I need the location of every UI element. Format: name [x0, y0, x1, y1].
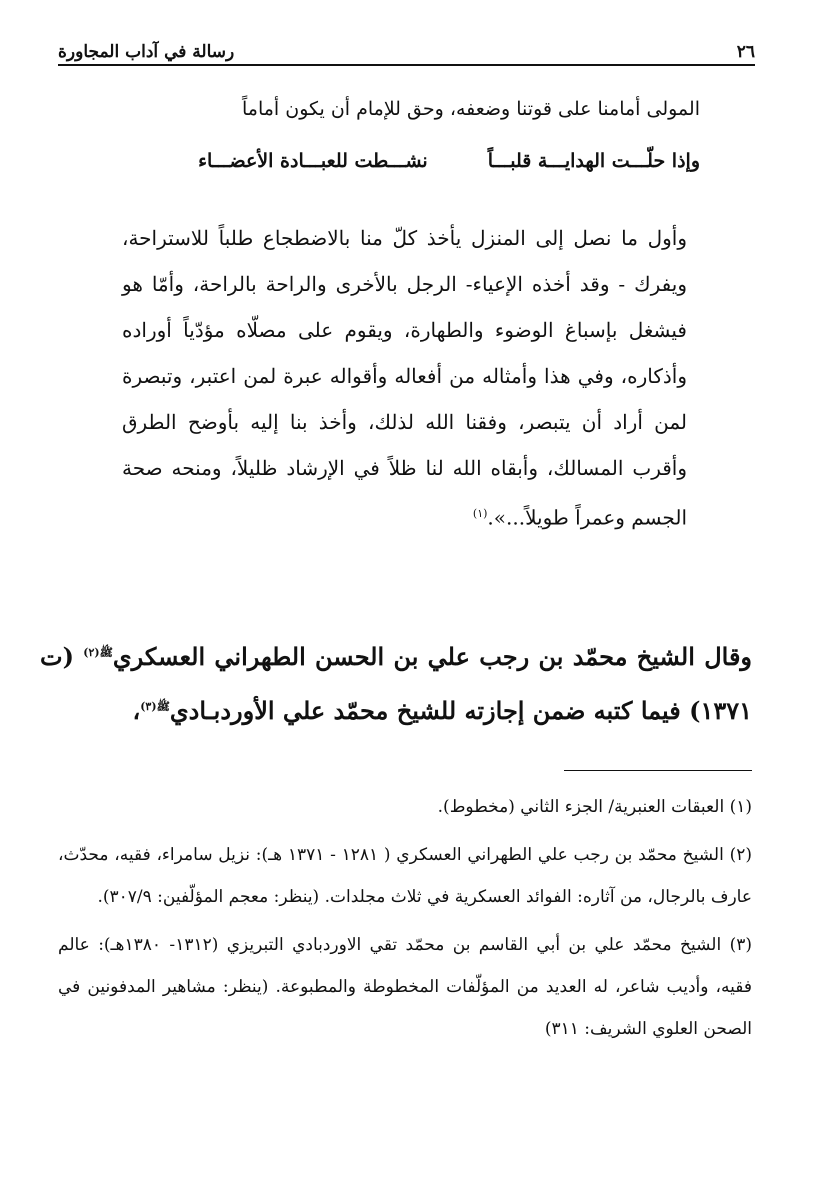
footnote-divider — [564, 770, 752, 771]
honorific-1: ﷺ — [99, 646, 113, 659]
footnote-item — [58, 834, 752, 918]
footnote-ref-1: (١) — [472, 507, 488, 520]
footnote-ref-2: (٢) — [83, 646, 100, 659]
header-divider — [58, 64, 755, 66]
footnote-item — [58, 786, 752, 828]
footnote-number: (٣) — [729, 935, 753, 955]
footnote-item — [58, 924, 752, 1050]
footnote-text: الشيخ محمّد علي بن أبي القاسم بن محمّد تقي الاوردبادي التبريزي (١٣١٢- ١٣٨٠هـ): عالم فقيه، وأديب شاعر، له العديد من المؤلّفات المخطوطة والمطبوعة. (ينظر: مشاهير المدفونين في الصحن العلوي الشريف: ٣١١) — [58, 935, 752, 1039]
heading-end: ، — [132, 696, 141, 725]
heading-part-2: (ت ١٣٧١) فيما كتبه ضمن إجازته للشيخ محمّد علي الأوردبـادي — [40, 642, 752, 725]
header-title: رسالة في آداب المجاورة — [58, 42, 235, 62]
poem-line-1: المولى أمامنا على قوتنا وضعفه، وحق للإمام أن يكون أماماً — [242, 98, 700, 120]
footnote-ref-3: (٣) — [140, 700, 157, 713]
bold-heading-paragraph — [40, 628, 752, 736]
running-header — [58, 34, 755, 62]
footnote-text: العبقات العنبرية/ الجزء الثاني (مخطوط). — [437, 797, 725, 817]
page-number: ٢٦ — [736, 42, 755, 62]
footnotes — [58, 786, 752, 1056]
footnote-text: الشيخ محمّد بن رجب علي الطهراني العسكري ( ١٢٨١ - ١٣٧١ هـ): نزيل سامراء، فقيه، محدّث، عارف بالرجال، من آثاره: الفوائد العسكرية في ثلاث مجلدات. (ينظر: معجم المؤلّفين: ٣٠٧/٩). — [58, 845, 752, 907]
body-text: وأول ما نصل إلى المنزل يأخذ كلّ منا بالاضطجاع طلباً للاستراحة، ويفرك - وقد أخذه الإعياء- الرجل بالأخرى والراحة بالراحة، وأمّا هو فيشغل بإسباغ الوضوء والطهارة، ويقوم على مصلّاه مؤدّياً أوراده وأذكاره، وفي هذا وأمثاله من أفعاله وأقواله عبرة لمن اعتبر، وتبصرة لمن أراد أن يتبصر، وفقنا الله لذلك، وأخذ بنا إليه بأوضح الطرق وأقرب المسالك، وأبقاه الله لنا ظلاً في الإرشاد ظليلاً، ومنحه صحة الجسم وعمراً طويلاً...». — [122, 226, 687, 530]
body-paragraph — [122, 215, 687, 541]
poem-hemistich-left: نشـــطت للعبـــادة الأعضـــاء — [198, 150, 428, 172]
honorific-2: ﷺ — [156, 700, 170, 713]
poem-line-2 — [100, 150, 700, 172]
heading-part-1: وقال الشيخ محمّد بن رجب علي بن الحسن الطهراني العسكري — [112, 642, 753, 671]
footnote-number: (٢) — [729, 845, 753, 865]
footnote-number: (١) — [729, 797, 752, 817]
poem-hemistich-right: وإذا حلّـــت الهدايـــة قلبـــاً — [487, 150, 700, 172]
